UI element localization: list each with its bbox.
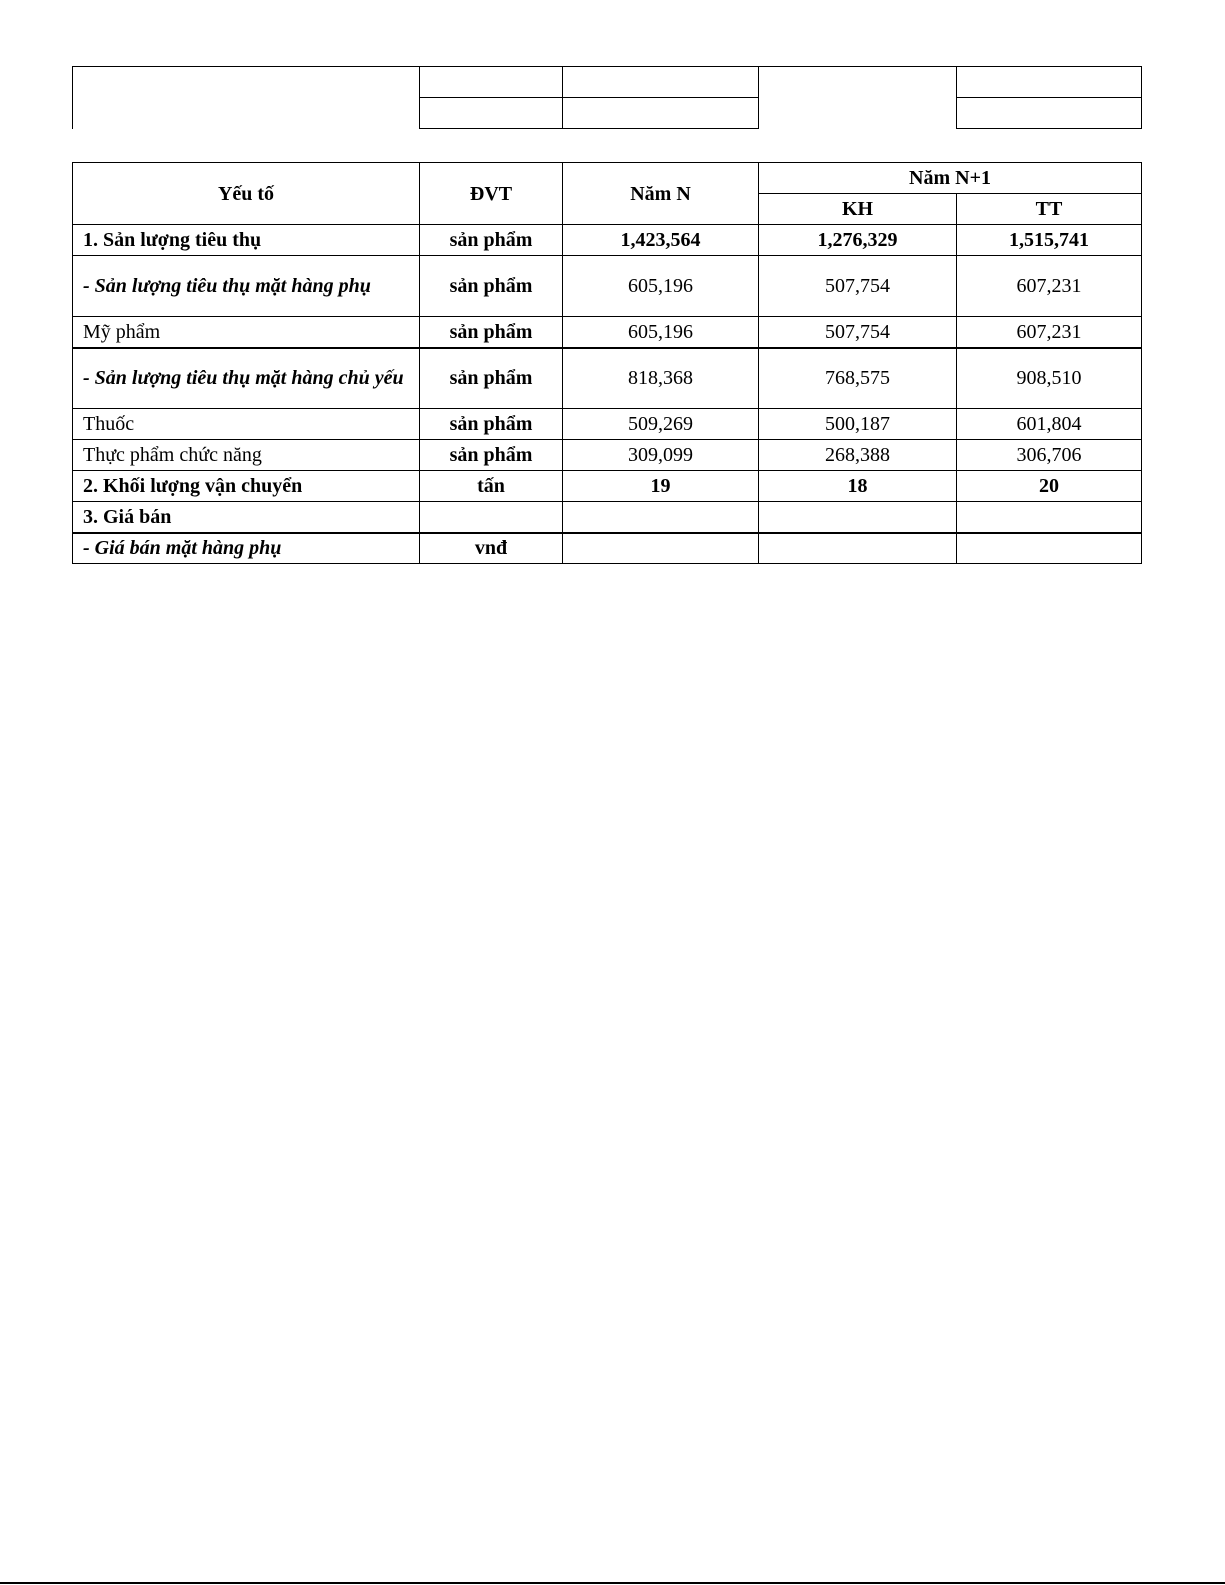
header-plan: KH bbox=[759, 194, 957, 225]
row-plan: 507,754 bbox=[759, 317, 957, 348]
production-table bbox=[72, 162, 1142, 564]
row-plan: 507,754 bbox=[759, 256, 957, 317]
row-plan: 768,575 bbox=[759, 348, 957, 409]
row-actual: 908,510 bbox=[957, 348, 1142, 409]
row-actual bbox=[957, 533, 1142, 564]
row-actual: 607,231 bbox=[957, 256, 1142, 317]
header-factor: Yếu tố bbox=[73, 163, 420, 225]
header-unit: ĐVT bbox=[420, 163, 563, 225]
row-year-n: 509,269 bbox=[563, 409, 759, 440]
row-year-n: 1,423,564 bbox=[563, 225, 759, 256]
header-actual: TT bbox=[957, 194, 1142, 225]
table-row bbox=[73, 348, 1142, 409]
row-plan: 268,388 bbox=[759, 440, 957, 471]
fragment-cell bbox=[420, 98, 563, 129]
row-label: Mỹ phẩm bbox=[73, 317, 420, 348]
table-row bbox=[73, 533, 1142, 564]
fragment-cell bbox=[759, 67, 957, 98]
row-unit: vnđ bbox=[420, 533, 563, 564]
header-year-n1: Năm N+1 bbox=[759, 163, 1142, 194]
row-year-n: 309,099 bbox=[563, 440, 759, 471]
row-label: Thực phẩm chức năng bbox=[73, 440, 420, 471]
row-unit: sản phẩm bbox=[420, 317, 563, 348]
row-label: 2. Khối lượng vận chuyển bbox=[73, 471, 420, 502]
row-plan: 18 bbox=[759, 471, 957, 502]
row-unit bbox=[420, 502, 563, 533]
fragment-cell bbox=[73, 67, 420, 129]
row-label: 1. Sản lượng tiêu thụ bbox=[73, 225, 420, 256]
fragment-cell bbox=[563, 67, 759, 98]
row-year-n bbox=[563, 533, 759, 564]
row-label: - Sản lượng tiêu thụ mặt hàng phụ bbox=[73, 256, 420, 317]
table-row bbox=[73, 471, 1142, 502]
page-bottom-rule bbox=[0, 1582, 1225, 1584]
row-plan bbox=[759, 502, 957, 533]
row-actual: 306,706 bbox=[957, 440, 1142, 471]
previous-table-fragment bbox=[72, 66, 1142, 129]
table-row bbox=[73, 440, 1142, 471]
row-plan bbox=[759, 533, 957, 564]
row-label: Thuốc bbox=[73, 409, 420, 440]
table-row bbox=[73, 256, 1142, 317]
row-label: - Sản lượng tiêu thụ mặt hàng chủ yếu bbox=[73, 348, 420, 409]
row-label: 3. Giá bán bbox=[73, 502, 420, 533]
row-unit: sản phẩm bbox=[420, 409, 563, 440]
table-row bbox=[73, 502, 1142, 533]
header-year-n: Năm N bbox=[563, 163, 759, 225]
table-row bbox=[73, 409, 1142, 440]
row-year-n: 605,196 bbox=[563, 256, 759, 317]
fragment-cell bbox=[563, 98, 759, 129]
fragment-cell bbox=[957, 67, 1142, 98]
row-unit: tấn bbox=[420, 471, 563, 502]
row-year-n: 605,196 bbox=[563, 317, 759, 348]
row-actual bbox=[957, 502, 1142, 533]
fragment-cell bbox=[957, 98, 1142, 129]
row-actual: 601,804 bbox=[957, 409, 1142, 440]
row-year-n bbox=[563, 502, 759, 533]
row-actual: 20 bbox=[957, 471, 1142, 502]
fragment-cell bbox=[420, 67, 563, 98]
row-unit: sản phẩm bbox=[420, 256, 563, 317]
row-unit: sản phẩm bbox=[420, 348, 563, 409]
row-unit: sản phẩm bbox=[420, 225, 563, 256]
row-plan: 1,276,329 bbox=[759, 225, 957, 256]
row-actual: 607,231 bbox=[957, 317, 1142, 348]
table-row bbox=[73, 225, 1142, 256]
row-label: - Giá bán mặt hàng phụ bbox=[73, 533, 420, 564]
row-actual: 1,515,741 bbox=[957, 225, 1142, 256]
fragment-cell bbox=[759, 98, 957, 129]
row-unit: sản phẩm bbox=[420, 440, 563, 471]
row-plan: 500,187 bbox=[759, 409, 957, 440]
row-year-n: 19 bbox=[563, 471, 759, 502]
row-year-n: 818,368 bbox=[563, 348, 759, 409]
table-row bbox=[73, 317, 1142, 348]
